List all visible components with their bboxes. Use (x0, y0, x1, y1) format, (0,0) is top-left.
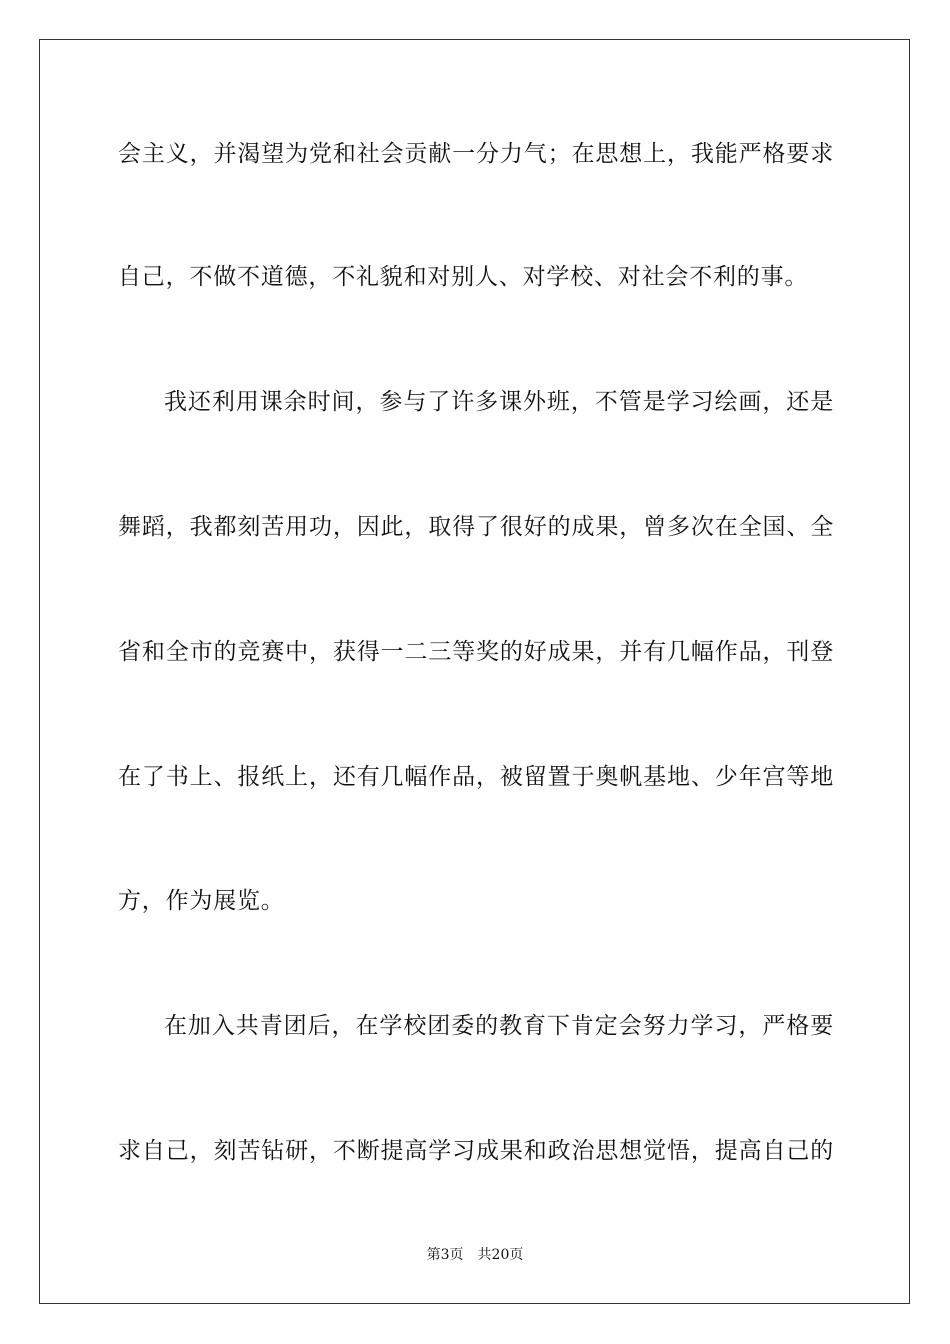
text-line: 求自己，刻苦钻研，不断提高学习成果和政治思想觉悟，提高自己的 (118, 1138, 834, 1164)
page-border (39, 39, 910, 1304)
text-line: 舞蹈，我都刻苦用功，因此，取得了很好的成果，曾多次在全国、全 (118, 514, 834, 540)
page-number: 第3页 (426, 1247, 464, 1263)
paragraph-first-line: 我还利用课余时间，参与了许多课外班，不管是学习绘画，还是 (164, 389, 834, 415)
text-line: 在了书上、报纸上，还有几幅作品，被留置于奥帆基地、少年宫等地 (118, 764, 834, 790)
text-line: 方，作为展览。 (118, 888, 285, 914)
paragraph-first-line: 在加入共青团后，在学校团委的教育下肯定会努力学习，严格要 (164, 1013, 834, 1039)
text-line: 省和全市的竞赛中，获得一二三等奖的好成果，并有几幅作品，刊登 (118, 639, 834, 665)
text-line: 会主义，并渴望为党和社会贡献一分力气；在思想上，我能严格要求 (118, 141, 834, 167)
page-total: 共20页 (477, 1247, 524, 1263)
page-footer (0, 1246, 950, 1264)
text-line: 自己，不做不道德，不礼貌和对别人、对学校、对社会不利的事。 (118, 264, 809, 290)
